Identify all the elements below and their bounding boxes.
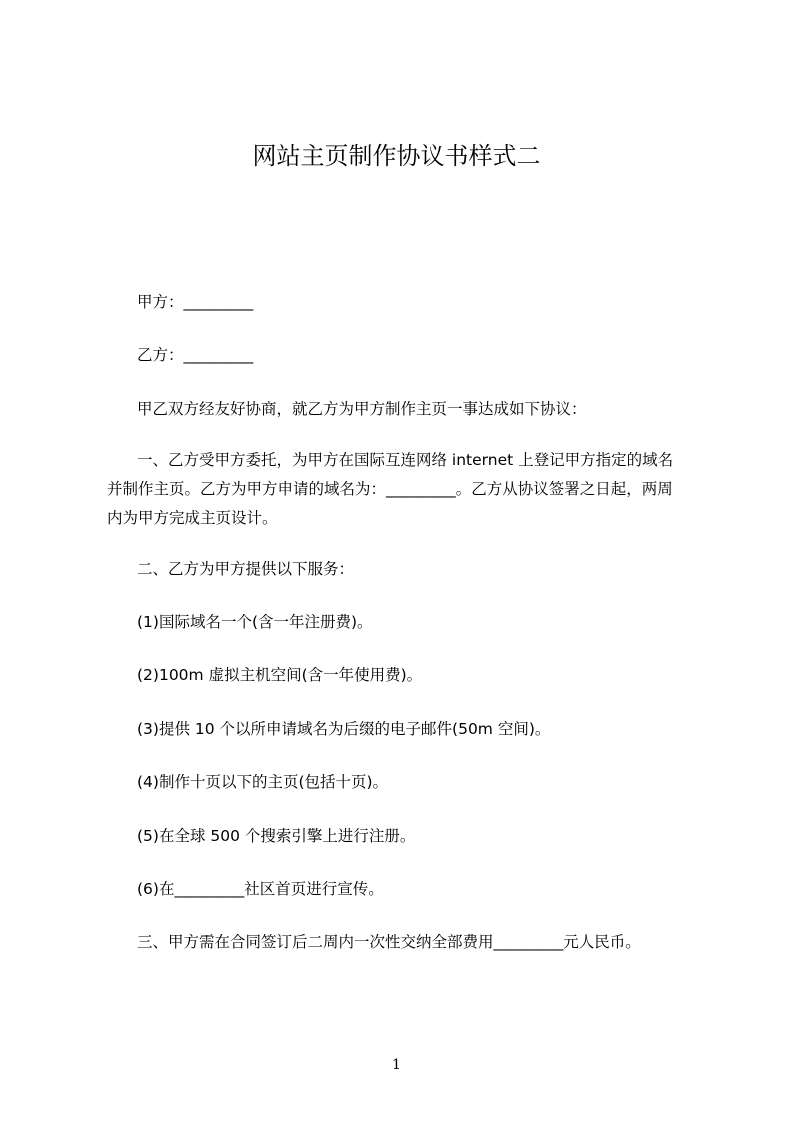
service-item: (4)制作十页以下的主页(包括十页)。: [137, 773, 389, 791]
clause-2-heading: 二、乙方为甲方提供以下服务：: [137, 560, 355, 578]
clause-1: [107, 446, 707, 533]
clause-3: 三、甲方需在合同签订后二周内一次性交纳全部费用_________元人民币。: [137, 933, 641, 951]
service-item: (6)在_________社区首页进行宣传。: [137, 880, 384, 898]
clause-1-line-2: 并制作主页。乙方为甲方申请的域名为：_________。乙方从协议签署之日起，两周: [107, 480, 673, 498]
preamble: 甲乙双方经友好协商，就乙方为甲方制作主页一事达成如下协议：: [137, 400, 587, 418]
clause-1-line-3: 内为甲方完成主页设计。: [107, 509, 278, 527]
service-item: (2)100m 虚拟主机空间(含一年使用费)。: [137, 666, 423, 684]
service-item: (1)国际域名一个(含一年注册费)。: [137, 613, 373, 631]
service-item: (3)提供 10 个以所申请域名为后缀的电子邮件(50m 空间)。: [137, 720, 551, 738]
document-title: 网站主页制作协议书样式二: [252, 142, 541, 170]
party-a-line: 甲方：_________: [137, 293, 254, 311]
page-number: 1: [392, 1057, 401, 1073]
party-b-line: 乙方：_________: [137, 346, 254, 364]
service-item: (5)在全球 500 个搜索引擎上进行注册。: [137, 827, 416, 845]
clause-1-line-1: 一、乙方受甲方委托，为甲方在国际互连网络 internet 上登记甲方指定的域名: [137, 451, 674, 469]
